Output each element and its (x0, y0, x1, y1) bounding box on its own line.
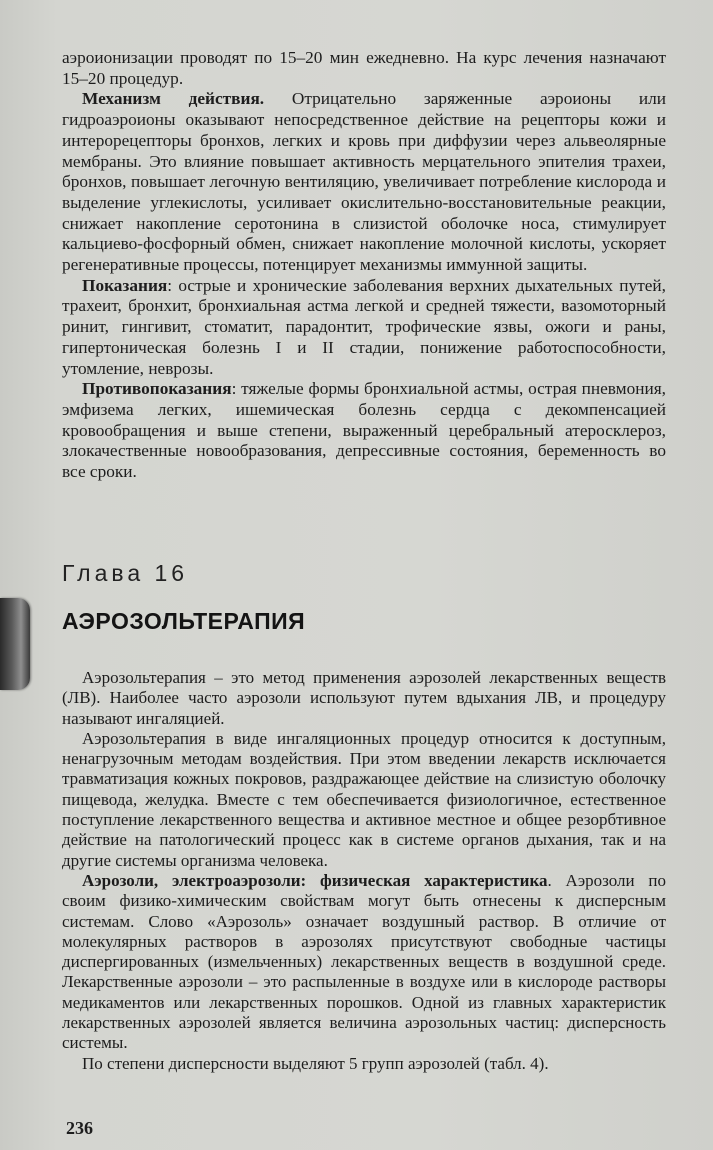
text-indications: : острые и хронические заболевания верхних дыхательных путей, трахеит, бронхит, бронхиальная астма легкой и средней тяжести, вазомоторный ринит, гингивит, стоматит, парадонтит, трофические язвы, ожоги и раны, гипертоническая болезнь I и II стадии, понижение работоспособности, утомление, неврозы. (62, 275, 666, 378)
heading-physical-characteristics: Аэрозоли, электроаэрозоли: физическая характеристика (82, 870, 548, 890)
text-mechanism: Отрицательно заряженные аэроионы или гидроаэроионы оказывают непосредственное действие на рецепторы кожи и интерорецепторы бронхов, легких и кровь при диффузии через альвеолярные мембраны. Это влияние повышает активность мерцательного эпителия трахеи, бронхов, повышает легочную вентиляцию, увеличивает потребление кислорода и выделение углекислоты, усиливает окислительно-восстановительные реакции, снижает накопление серотонина в слизистой оболочке носа, стимулирует кальциево-фосфорный обмен, снижает накопление молочной кислоты, ускоряет регенеративные процессы, потенцирует механизмы иммунной защиты. (62, 89, 666, 275)
chapter-tab-marker (0, 598, 30, 690)
heading-mechanism: Механизм действия. (82, 89, 265, 109)
paragraph-contraindications (62, 379, 666, 483)
paragraph-course: аэроионизации проводят по 15–20 мин ежедневно. На курс лечения назначают 15–20 процедур. (62, 48, 666, 88)
section-aerosol-therapy (62, 668, 666, 1074)
paragraph-dispersity: По степени дисперсности выделяют 5 групп аэрозолей (табл. 4). (82, 1053, 549, 1073)
heading-indications: Показания (82, 275, 168, 295)
paragraph-inhalation: Аэрозольтерапия в виде ингаляционных процедур относится к доступным, ненагрузочным методам воздействия. При этом введении лекарств исключается травматизация кожных покровов, раздражающее действие на слизистую оболочку пищевода, желудка. Вместе с тем обеспечивается физиологичное, естественное поступление лекарственного вещества и активное местное и общее резорбтивное действие на патологический процесс как в системе органов дыхания, так и на другие системы организма человека. (62, 728, 666, 870)
chapter-number: Глава 16 (62, 560, 189, 586)
page-number: 236 (66, 1118, 93, 1138)
chapter-title: АЭРОЗОЛЬТЕРАПИЯ (62, 608, 306, 634)
text-physical-characteristics: . Аэрозоли по своим физико-химическим свойствам могут быть отнесены к дисперсным системам. Слово «Аэрозоль» означает воздушный раствор. В отличие от молекулярных растворов в аэрозолях присутствуют свободные частицы диспергированных (измельченных) лекарственных веществ в воздушной среде. Лекарственные аэрозоли – это распыленные в воздухе или в кислороде растворы медикаментов или лекарственных порошков. Одной из главных характеристик лекарственных аэрозолей является величина аэрозольных частиц: дисперсность системы. (62, 870, 666, 1053)
section-aeroionization-end (62, 48, 666, 483)
paragraph-indications (62, 276, 666, 380)
text-contraindications: : тяжелые формы бронхиальной астмы, острая пневмония, эмфизема легких, ишемическая болезнь сердца с декомпенсацией кровообращения и выше степени, выраженный церебральный атеросклероз, злокачественные новообразования, депрессивные состояния, беременность во все сроки. (62, 379, 666, 482)
paragraph-definition: Аэрозольтерапия – это метод применения аэрозолей лекарственных веществ (ЛВ). Наиболее часто аэрозоли используют путем вдыхания ЛВ, и процедуру называют ингаляцией. (62, 668, 666, 728)
paragraph-mechanism (62, 89, 666, 275)
heading-contraindications: Противопоказания (82, 379, 232, 399)
paragraph-physical-characteristics (62, 871, 666, 1054)
